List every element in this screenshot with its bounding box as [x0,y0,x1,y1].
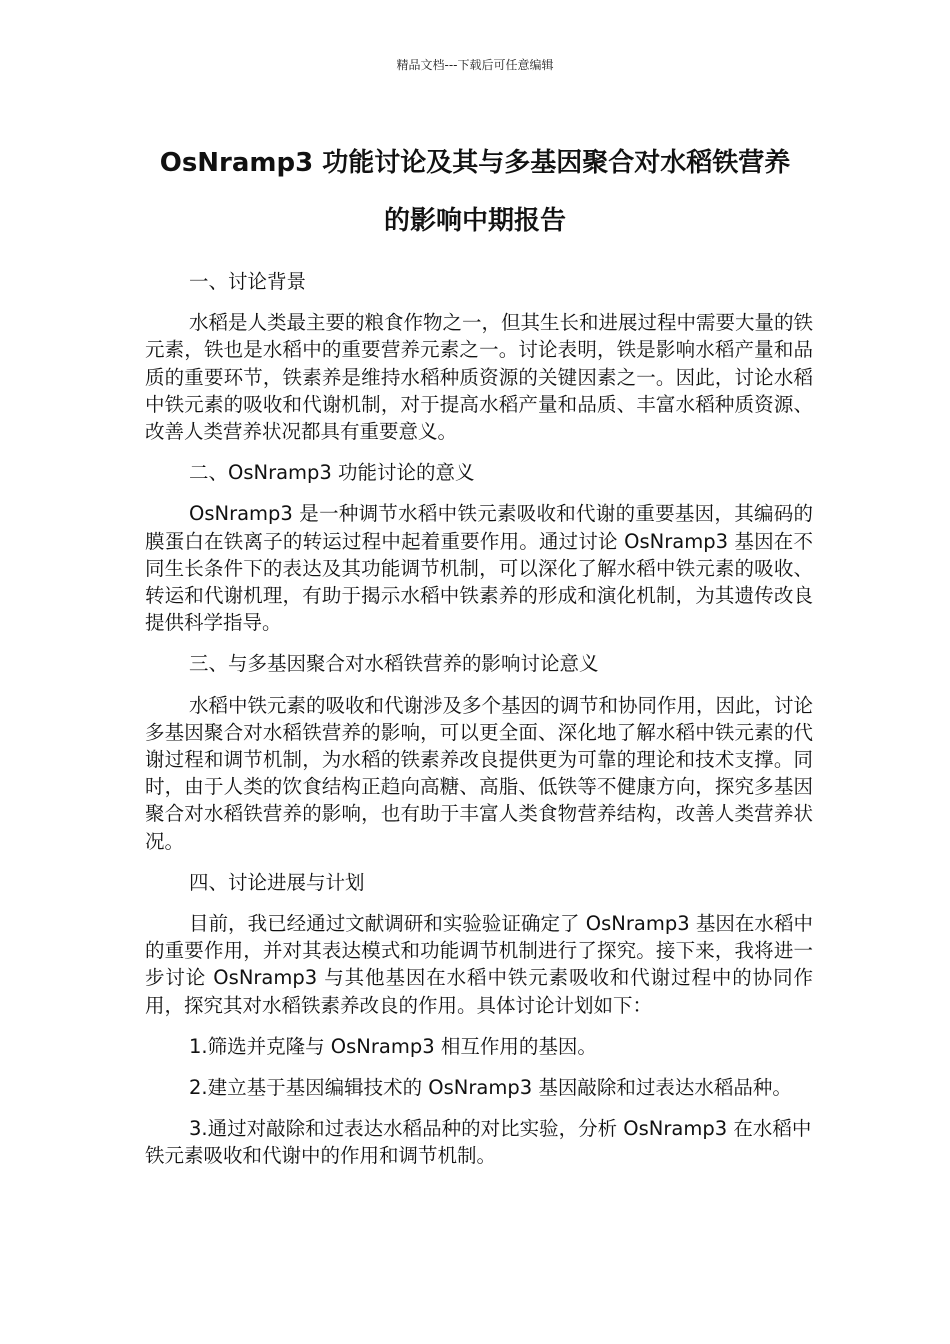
title-line-1: OsNramp3 功能讨论及其与多基因聚合对水稻铁营养 [159,148,791,178]
header-note: 精品文档---下载后可任意编辑 [396,58,554,72]
title-line-2: 的影响中期报告 [383,206,566,236]
paragraph-progress: 目前，我已经通过文献调研和实验验证确定了 OsNramp3 基因在水稻中的重要作用，并对其表达模式和功能调节机制进行了探究。接下来，我将进一步讨论 OsNramp3 与其他基因在水稻中铁元素吸收和代谢过程中的协同作用，探究其对水稻铁素养改良的作用。具体讨论计划如下： [145,912,813,1017]
document-body [145,268,813,1184]
plan-item-3: 3.通过对敲除和过表达水稻品种的对比实验，分析 OsNramp3 在水稻中铁元素吸收和代谢中的作用和调节机制。 [145,1117,812,1168]
paragraph-significance: OsNramp3 是一种调节水稻中铁元素吸收和代谢的重要基因，其编码的膜蛋白在铁离子的转运过程中起着重要作用。通过讨论 OsNramp3 基因在不同生长条件下的表达及其功能调节机制，可以深化了解水稻中铁元素的吸收、转运和代谢机理，有助于揭示水稻中铁素养的形成和演化机制，为其遗传改良提供科学指导。 [145,502,813,635]
paragraph-background: 水稻是人类最主要的粮食作物之一，但其生长和进展过程中需要大量的铁元素，铁也是水稻中的重要营养元素之一。讨论表明，铁是影响水稻产量和品质的重要环节，铁素养是维持水稻种质资源的关键因素之一。因此，讨论水稻中铁元素的吸收和代谢机制，对于提高水稻产量和品质、丰富水稻种质资源、改善人类营养状况都具有重要意义。 [145,311,814,444]
section-heading-progress: 四、讨论进展与计划 [189,870,365,894]
document-title [120,134,830,250]
paragraph-multigene: 水稻中铁元素的吸收和代谢涉及多个基因的调节和协同作用，因此，讨论多基因聚合对水稻铁营养的影响，可以更全面、深化地了解水稻中铁元素的代谢过程和调节机制，为水稻的铁素养改良提供更为可靠的理论和技术支撑。同时，由于人类的饮食结构正趋向高糖、高脂、低铁等不健康方向，探究多基因聚合对水稻铁营养的影响，也有助于丰富人类食物营养结构，改善人类营养状况。 [145,693,814,853]
plan-item-1: 1.筛选并克隆与 OsNramp3 相互作用的基因。 [189,1034,597,1058]
plan-item-2: 2.建立基于基因编辑技术的 OsNramp3 基因敲除和过表达水稻品种。 [189,1076,792,1100]
section-heading-significance: 二、OsNramp3 功能讨论的意义 [189,461,475,485]
section-heading-multigene: 三、与多基因聚合对水稻铁营养的影响讨论意义 [189,652,599,676]
section-heading-background: 一、讨论背景 [189,270,307,293]
